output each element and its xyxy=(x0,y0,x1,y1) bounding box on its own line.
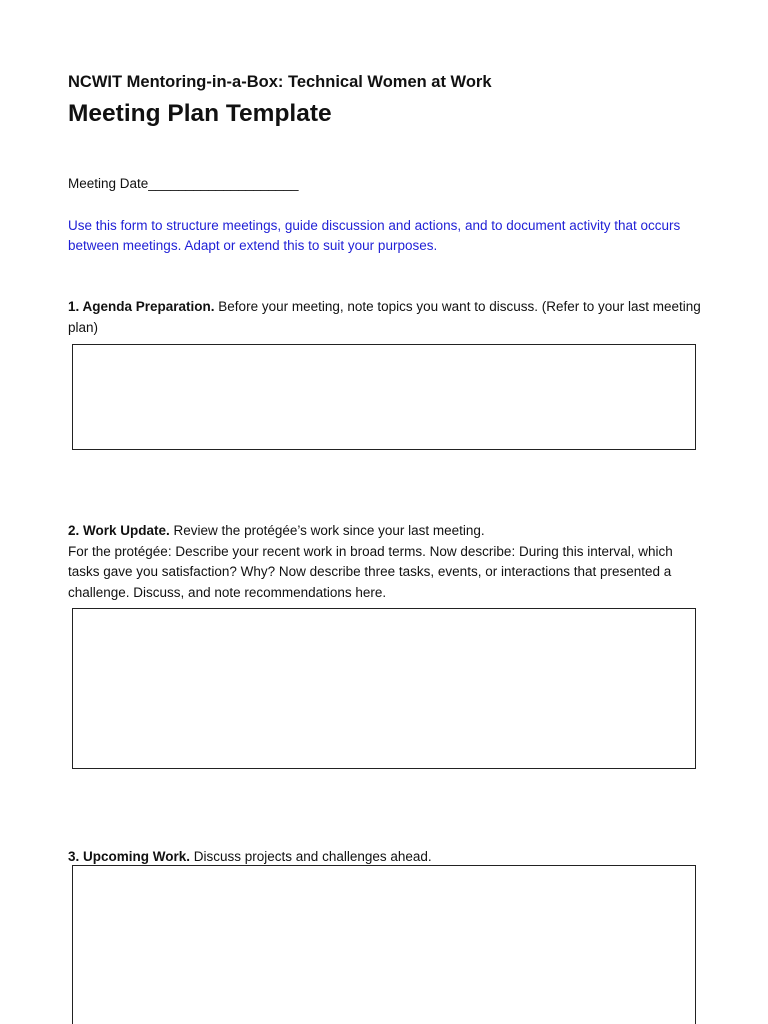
section-heading: 3. Upcoming Work. xyxy=(68,849,191,864)
section-text: Before your meeting, note topics you want to discuss. (Refer to your last meeting plan) xyxy=(68,299,701,335)
meeting-date-line xyxy=(68,176,298,191)
meeting-date-blank[interactable]: ____________________ xyxy=(148,176,299,191)
section-text: Discuss projects and challenges ahead. xyxy=(190,849,432,864)
section-text: Review the protégée’s work since your last meeting. xyxy=(169,523,485,538)
meeting-date-label: Meeting Date xyxy=(68,176,149,191)
section-heading: 2. Work Update. xyxy=(68,523,170,538)
work-update-box[interactable] xyxy=(72,608,696,769)
agenda-preparation-box[interactable] xyxy=(72,344,696,450)
upcoming-work-box[interactable] xyxy=(72,865,696,1024)
section-agenda-preparation xyxy=(68,297,708,338)
instructions-text: Use this form to structure meetings, guide discussion and actions, and to document activity that occurs between meetings. Adapt or extend this to suit your purposes. xyxy=(68,218,681,253)
section-heading: 1. Agenda Preparation. xyxy=(68,299,215,314)
page-title: Meeting Plan Template xyxy=(68,100,332,127)
section-detail: For the protégée: Describe your recent work in broad terms. Now describe: During this interval, which tasks gave you satisfaction? Why? Now describe three tasks, events, or interactions that presented a challenge. Discuss, and note recommendations here. xyxy=(68,543,673,600)
document-subtitle: NCWIT Mentoring-in-a-Box: Technical Women at Work xyxy=(68,73,492,91)
section-work-update xyxy=(68,521,708,603)
